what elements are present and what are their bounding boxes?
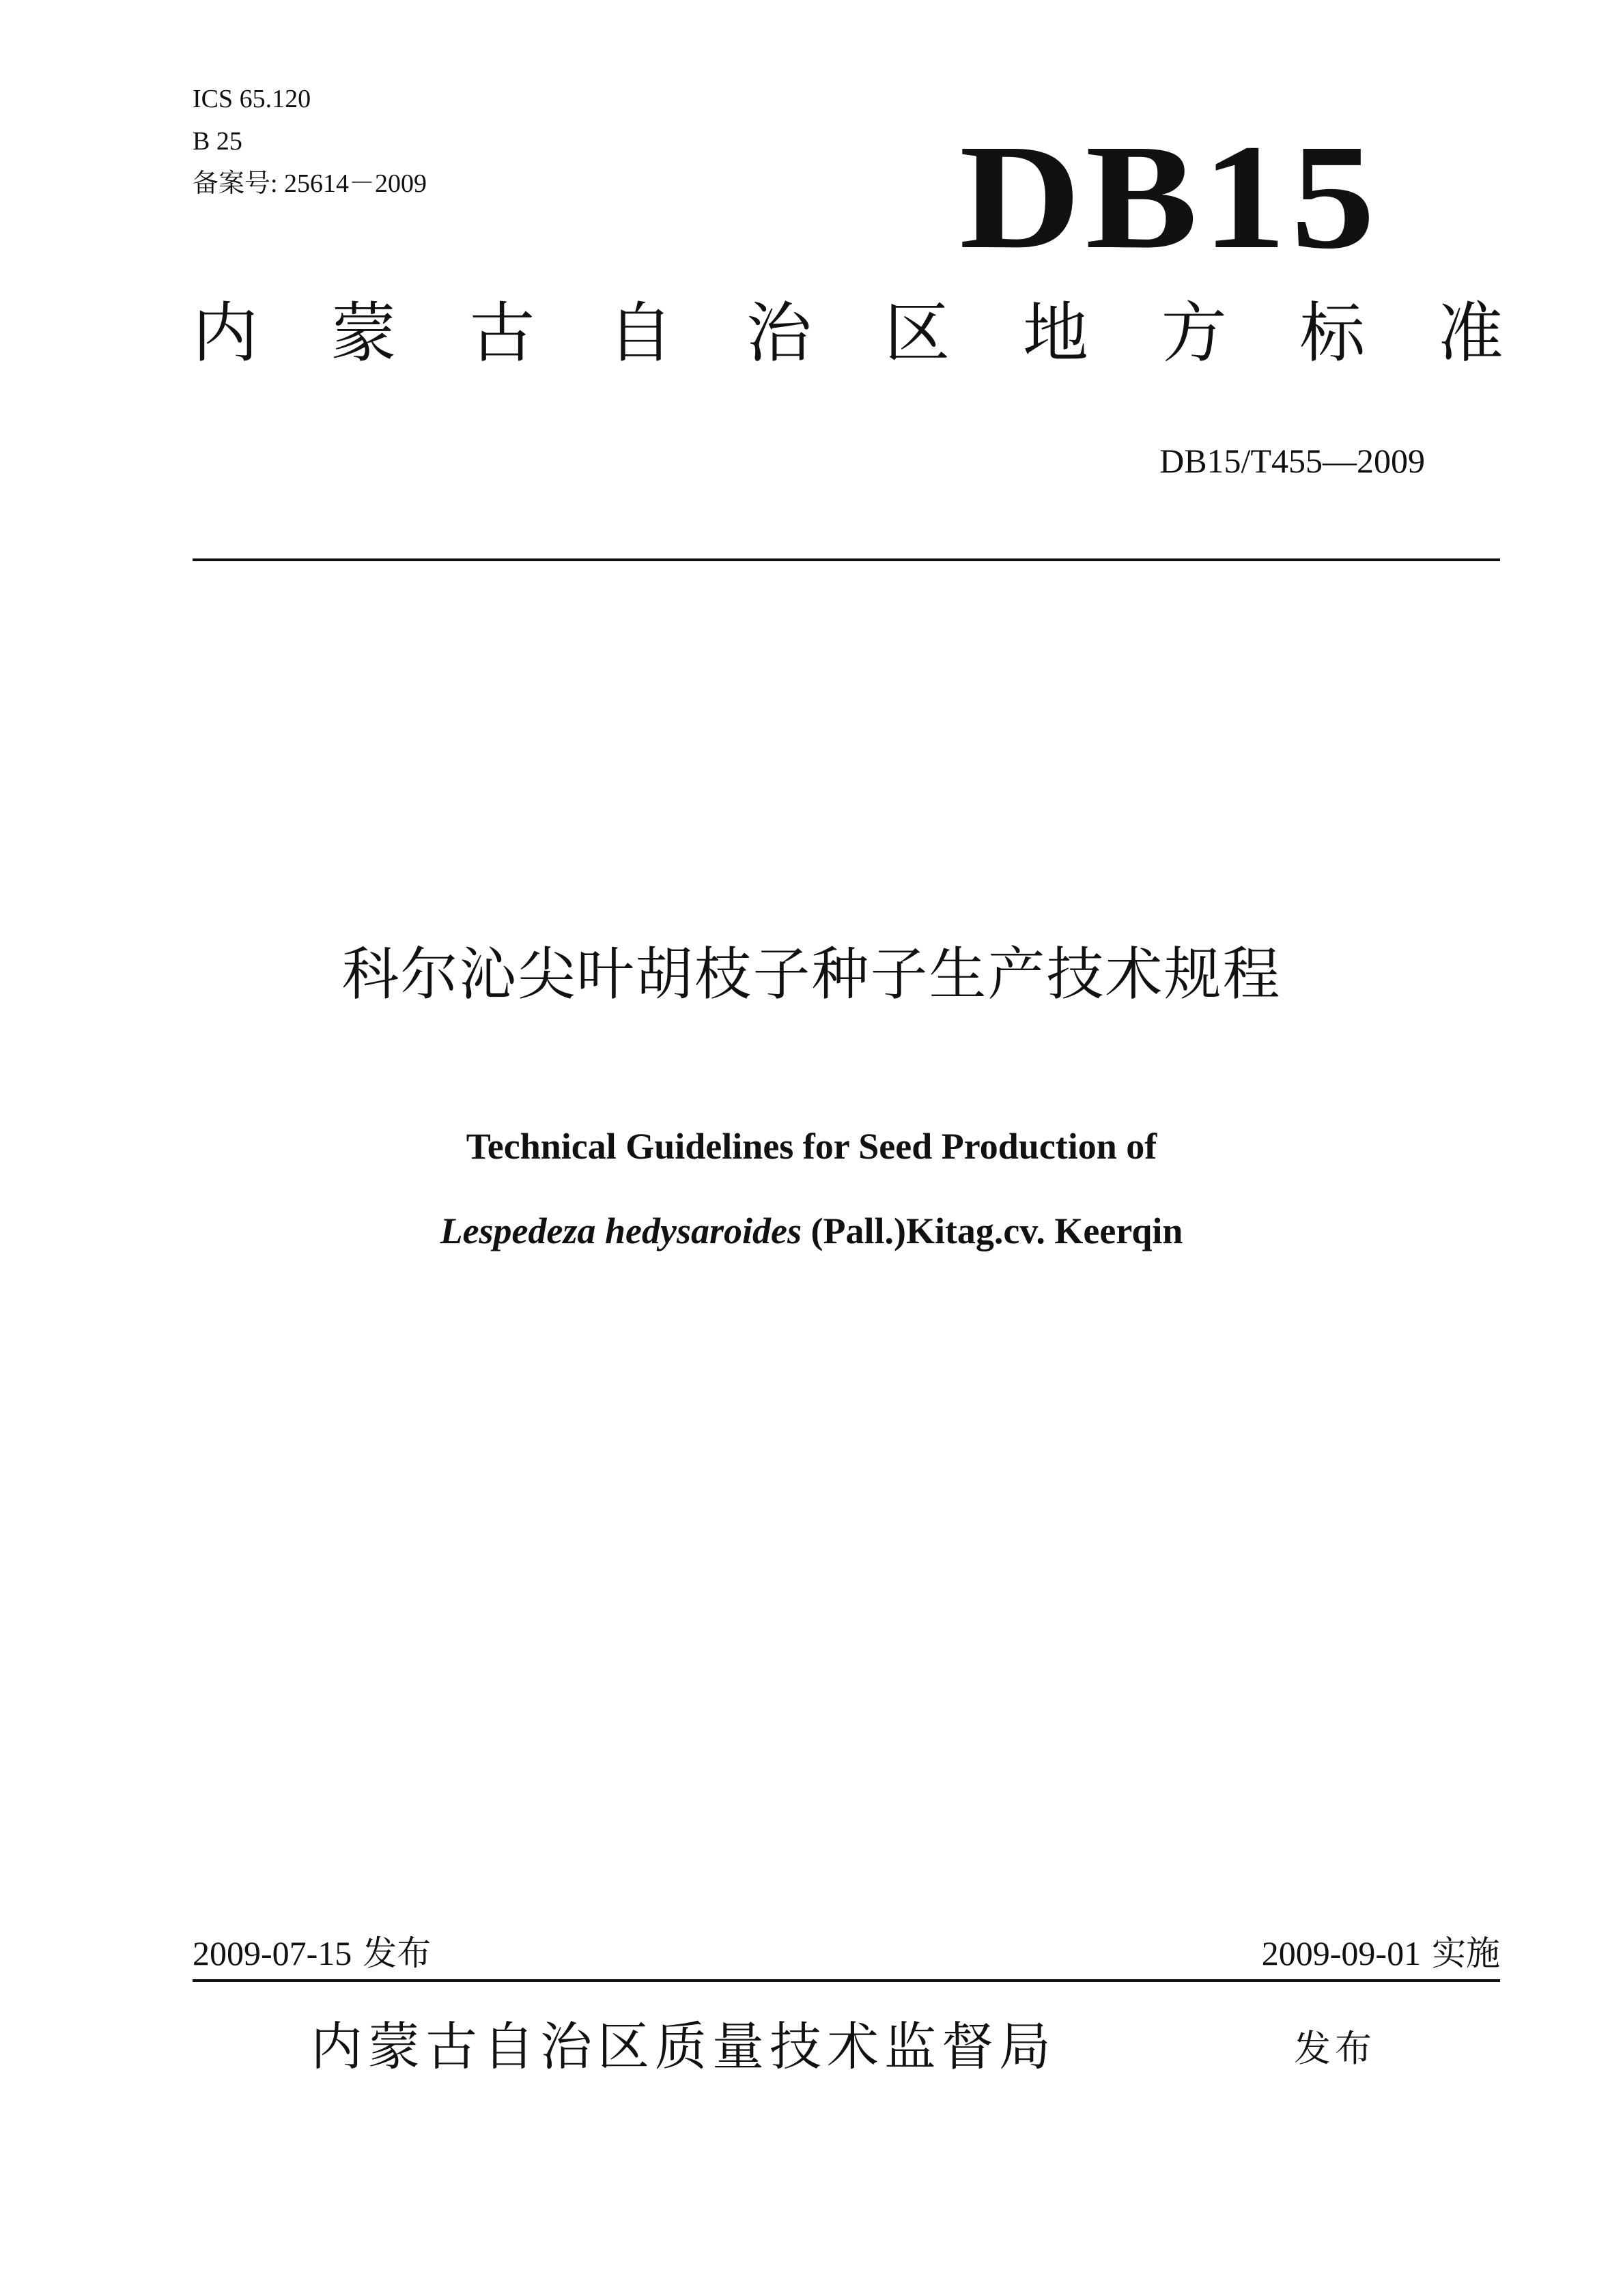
issuer-suffix: 发布 [1294,2027,1376,2070]
english-title-line1: Technical Guidelines for Seed Production of [466,1126,1157,1167]
ccs-code: B 25 [193,127,242,156]
issue-date-value: 2009-07-15 [193,1934,352,1972]
english-title-line2 [0,1210,1623,1251]
implementation-date-value: 2009-09-01 [1261,1934,1422,1972]
standard-number: DB15/T455—2009 [1159,442,1425,480]
chinese-title: 科尔沁尖叶胡枝子种子生产技术规程 [341,941,1282,1008]
issue-date [193,1933,432,1973]
standard-type-char: 治 [746,295,812,371]
latin-species-name: Lespedeza hedysaroides [440,1210,802,1251]
db15-logo: DB15 [959,113,1380,280]
standard-type-char: 准 [1437,295,1504,371]
standard-type-char: 自 [607,295,673,371]
filing-number: 备案号: 25614－2009 [193,169,427,198]
standard-type-char: 蒙 [330,295,397,371]
standard-type-char: 地 [1022,295,1088,371]
standard-type-heading [193,295,1504,371]
standard-type-char: 标 [1299,295,1366,371]
standard-type-char: 古 [469,295,535,371]
cultivar-name: (Pall.)Kitag.cv. Keerqin [801,1210,1183,1251]
issuer-name: 内蒙古自治区质量技术监督局 [311,2016,1056,2077]
standard-type-char: 区 [884,295,950,371]
ics-code: ICS 65.120 [193,85,311,113]
bottom-divider [193,1979,1500,1982]
top-divider [193,558,1500,561]
implementation-label: 实施 [1421,1933,1500,1973]
standard-type-char: 方 [1161,295,1227,371]
standard-type-char: 内 [193,295,258,371]
issue-label: 发布 [352,1933,432,1973]
implementation-date [1261,1933,1500,1973]
